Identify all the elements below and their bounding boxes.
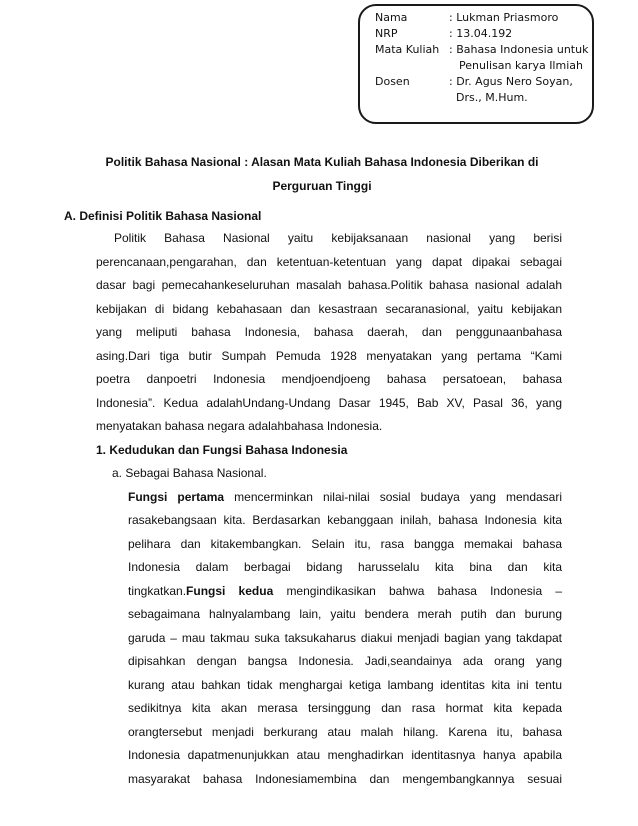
paragraph-line: kebijakan di bidang kebahasaan dan kesastraan secaranasional, yaitu kebijakan [96,302,562,316]
paragraph-line: menyatakan bahasa negara adalahbahasa Indonesia. [96,419,383,433]
identity-value: Drs., M.Hum. [456,91,528,104]
paragraph-line: poetra danpoetri Indonesia mendjoendjoeng bahasa persatoean, bahasa [96,372,562,386]
bold-term: Fungsi pertama [128,490,225,504]
paragraph-line: asing.Dari tiga butir Sumpah Pemuda 1928 menyatakan yang pertama “Kami [96,349,562,363]
identity-label: NRP [375,27,398,40]
section-heading: A. Definisi Politik Bahasa Nasional [64,209,262,223]
paragraph-line: sebagaimana halnyalambang lain, yaitu bendera merah putih dan burung [128,607,562,621]
paragraph-line [128,584,562,599]
paragraph-line: dipisahkan dengan bangsa Indonesia. Jadi,seandainya ada orang yang [128,654,562,668]
paragraph-line: rasakebangsaan kita. Berdasarkan kebanggaan inilah, bahasa Indonesia kita [128,513,562,527]
bold-term: Fungsi kedua [186,584,274,598]
paragraph-text: mencerminkan nilai-nilai sosial budaya yang mendasari [234,490,562,504]
paragraph-line: perencanaan,pengarahan, dan ketentuan-ketentuan yang dapat dipakai sebagai [96,255,562,269]
paragraph-line: yang meliputi bahasa Indonesia, bahasa daerah, dan penggunaanbahasa [96,325,562,339]
paragraph-text: tingkatkan. [128,584,187,598]
paragraph-line: Politik Bahasa Nasional yaitu kebijaksanaan nasional yang berisi [114,231,562,245]
paragraph-text: mengindikasikan bahwa bahasa Indonesia – [286,584,563,598]
subsection-heading: 1. Kedudukan dan Fungsi Bahasa Indonesia [96,443,348,457]
identity-value: : Lukman Priasmoro [449,11,559,24]
paragraph-line: sedikitnya kita akan merasa tersinggung dan rasa hormat kita kepada [128,701,562,715]
identity-label: Nama [375,11,408,24]
identity-value: : 13.04.192 [449,27,513,40]
paragraph-line: garuda – mau takmau suka taksukaharus diakui menjadi bagian yang takdapat [128,631,562,645]
identity-label: Dosen [375,75,410,88]
paragraph-line: orangtersebut menjadi berkurang atau malah hilang. Karena itu, bahasa [128,725,562,739]
identity-value: : Bahasa Indonesia untuk [449,43,589,56]
identity-label: Mata Kuliah [375,43,440,56]
paragraph-line: kurang atau bahkan tidak menghargai ketiga lambang identitas kita ini tentu [128,678,562,692]
document-title-line-1: Politik Bahasa Nasional : Alasan Mata Kuliah Bahasa Indonesia Diberikan di [105,155,539,169]
document-title-line-2: Perguruan Tinggi [272,179,372,193]
paragraph-line: pelihara dan kitakembangkan. Selain itu, rasa bangga memakai bahasa [128,537,562,551]
paragraph-line [128,490,562,505]
list-item-heading: a. Sebagai Bahasa Nasional. [112,466,267,480]
paragraph-line: Indonesia dapatmenunjukkan atau menghadirkan identitasnya hanya apabila [128,748,562,762]
identity-value: : Dr. Agus Nero Soyan, [449,75,573,88]
paragraph-line: Indonesia dalam berbagai bidang harusselalu kita bina dan kita [128,560,562,574]
paragraph-line: dasar bagi pemecahankeseluruhan masalah bahasa.Politik bahasa nasional adalah [96,278,562,292]
paragraph-line: masyarakat bahasa Indonesiamembina dan mengembangkannya sesuai [128,772,562,786]
paragraph-line: Indonesia”. Kedua adalahUndang-Undang Dasar 1945, Bab XV, Pasal 36, yang [96,396,562,410]
identity-value: Penulisan karya Ilmiah [459,59,583,72]
identity-box [358,4,594,124]
